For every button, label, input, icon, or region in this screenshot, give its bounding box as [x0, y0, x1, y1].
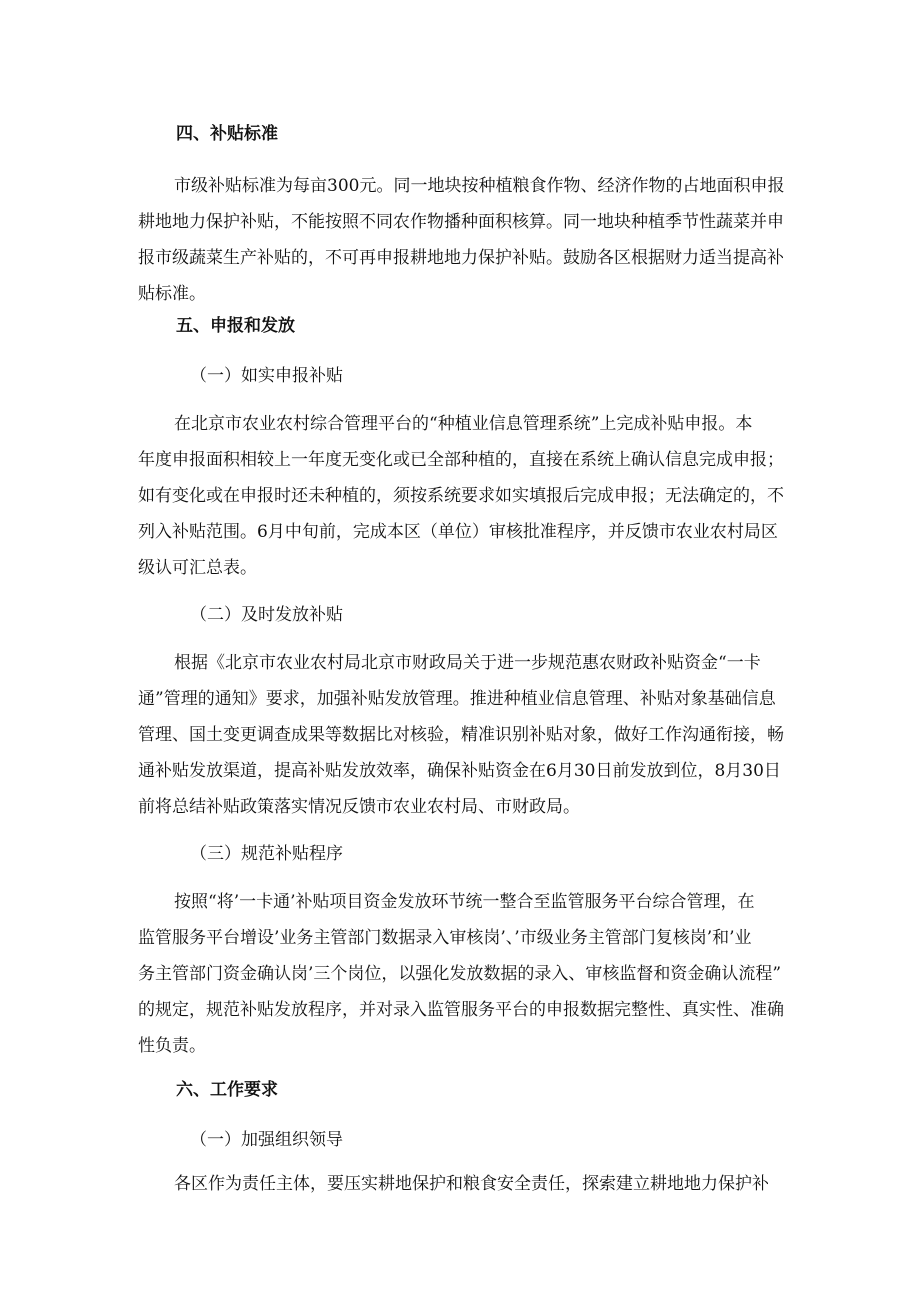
section-heading-subsidy-standard: 四、补贴标准	[176, 124, 278, 144]
subheading-standardize-procedure: （三）规范补贴程序	[190, 844, 343, 864]
text-line: 贴标准。	[138, 284, 206, 304]
text-line: 如有变化或在申报时还未种植的，须按系统要求如实填报后完成申报；无法确定的，不	[138, 486, 784, 506]
text-line: 各区作为责任主体，要压实耕地保护和粮食安全责任，探索建立耕地地力保护补	[174, 1174, 769, 1194]
text-line: 通补贴发放渠道，提高补贴发放效率，确保补贴资金在6月30日前发放到位，8月30日	[138, 761, 781, 781]
text-line: 通”管理的通知》要求，加强补贴发放管理。推进种植业信息管理、补贴对象基础信息	[138, 689, 776, 709]
paragraph-timely-distribution	[138, 645, 784, 825]
text-line: 务主管部门资金确认岗’三个岗位，以强化发放数据的录入、审核监督和资金确认流程”	[138, 964, 782, 984]
text-line: 耕地地力保护补贴，不能按照不同农作物播种面积核算。同一地块种植季节性蔬菜并申	[138, 212, 784, 232]
text-line: 性负责。	[138, 1036, 206, 1056]
subheading-truthful-application: （一）如实申报补贴	[190, 366, 343, 386]
paragraph-subsidy-standard	[138, 168, 785, 312]
paragraph-standardize-procedure	[138, 884, 784, 1064]
paragraph-strengthen-leadership	[138, 1166, 778, 1202]
text-line: 列入补贴范围。6月中旬前，完成本区（单位）审核批准程序，并反馈市农业农村局区	[138, 522, 778, 542]
text-line: 的规定，规范补贴发放程序，并对录入监管服务平台的申报数据完整性、真实性、准确	[138, 1000, 784, 1020]
text-line: 年度申报面积相较上一年度无变化或已全部种植的，直接在系统上确认信息完成申报；	[138, 450, 784, 470]
subheading-timely-distribution: （二）及时发放补贴	[190, 605, 343, 625]
text-line: 根据《北京市农业农村局北京市财政局关于进一步规范惠农财政补贴资金“一卡	[174, 653, 761, 673]
subheading-strengthen-leadership: （一）加强组织领导	[190, 1130, 343, 1150]
section-heading-work-requirements: 六、工作要求	[176, 1080, 278, 1100]
text-line: 前将总结补贴政策落实情况反馈市农业农村局、市财政局。	[138, 797, 580, 817]
text-line: 级认可汇总表。	[138, 558, 257, 578]
text-line: 报市级蔬菜生产补贴的，不可再申报耕地地力保护补贴。鼓励各区根据财力适当提高补	[138, 248, 784, 268]
text-line: 市级补贴标准为每亩300元。同一地块按种植粮食作物、经济作物的占地面积申报	[174, 176, 785, 196]
section-heading-application-distribution: 五、申报和发放	[176, 316, 295, 336]
text-line: 按照“将’一卡通’补贴项目资金发放环节统一整合至监管服务平台综合管理，在	[174, 892, 755, 912]
text-line: 监管服务平台增设’业务主管部门数据录入审核岗’、’市级业务主管部门复核岗’和’业	[138, 928, 752, 948]
paragraph-truthful-application	[138, 406, 784, 586]
text-line: 管理、国土变更调查成果等数据比对核验，精准识别补贴对象，做好工作沟通衔接，畅	[138, 725, 784, 745]
text-line: 在北京市农业农村综合管理平台的“种植业信息管理系统”上完成补贴申报。本	[174, 414, 753, 434]
